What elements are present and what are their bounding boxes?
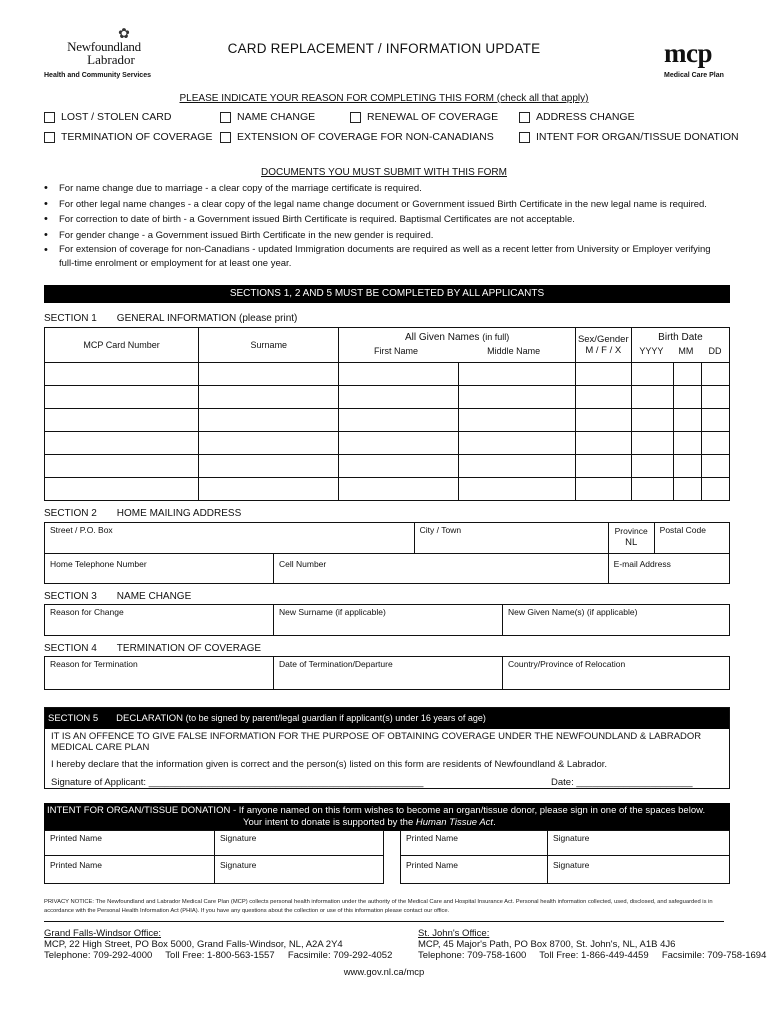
signature-field[interactable]: Signature bbox=[548, 831, 730, 856]
documents-heading: DOCUMENTS YOU MUST SUBMIT WITH THIS FORM bbox=[261, 167, 507, 178]
logo-line1: Newfoundland bbox=[67, 39, 141, 54]
checkbox-box[interactable] bbox=[350, 112, 361, 123]
postal-code-field[interactable]: Postal Code bbox=[654, 523, 729, 554]
checkbox-lost-stolen[interactable] bbox=[44, 111, 171, 123]
list-item: • For extension of coverage for non-Canadians - updated Immigration documents are required as well as a recent letter from University or Employer verifying full-time enrolment or employment for at least one year. bbox=[44, 244, 711, 269]
table-row[interactable] bbox=[45, 455, 730, 478]
dept-name: Health and Community Services bbox=[44, 72, 151, 79]
checkbox-renewal[interactable] bbox=[350, 111, 498, 123]
footer-divider bbox=[44, 921, 724, 922]
checkbox-label: RENEWAL OF COVERAGE bbox=[367, 111, 499, 123]
checkbox-box[interactable] bbox=[44, 132, 55, 143]
privacy-notice: PRIVACY NOTICE: The Newfoundland and Labrador Medical Care Plan (MCP) collects personal health information under the authority of the Medical Care and Hospital Insurance Act. Personal health information collected, used, disclosed, and safeguarded is in accordance with the Personal Health Information Act (PHIA). If you have any questions about the collection or use of this information please contact our office. bbox=[44, 899, 713, 914]
relocation-field[interactable]: Country/Province of Relocation bbox=[503, 657, 730, 690]
logo-line2: Labrador bbox=[87, 52, 135, 67]
checkbox-label: NAME CHANGE bbox=[237, 111, 316, 123]
col-sex: Sex/Gender M / F / X bbox=[575, 328, 631, 363]
mcp-logo: mcp bbox=[664, 38, 712, 68]
section4-heading: SECTION 4 TERMINATION OF COVERAGE bbox=[44, 643, 262, 654]
checkbox-label: TERMINATION OF COVERAGE bbox=[61, 131, 213, 143]
table-row[interactable] bbox=[45, 432, 730, 455]
checkbox-address-change[interactable] bbox=[519, 111, 635, 123]
printed-name-field[interactable]: Printed Name bbox=[45, 831, 215, 856]
signature-field[interactable]: Signature bbox=[215, 856, 384, 884]
email-field[interactable]: E-mail Address bbox=[608, 554, 729, 584]
termination-table bbox=[44, 656, 730, 690]
declaration-bar: SECTION 5 DECLARATION (to be signed by parent/legal guardian if applicant(s) under 16 years of age) bbox=[45, 708, 729, 729]
offence-notice: IT IS AN OFFENCE TO GIVE FALSE INFORMATION FOR THE PURPOSE OF OBTAINING COVERAGE UNDER THE NEWFOUNDLAND & LABRADOR MEDICAL CARE PLAN bbox=[51, 731, 702, 753]
organ-donation-bar: INTENT FOR ORGAN/TISSUE DONATION - If anyone named on this form wishes to become an organ/tissue donor, please sign in one of the spaces below. Your intent to donate is supported by the Human Tissue Act. bbox=[44, 803, 730, 831]
checkbox-box[interactable] bbox=[220, 132, 231, 143]
col-surname: Surname bbox=[199, 328, 339, 363]
reason-change-field[interactable]: Reason for Change bbox=[45, 605, 274, 636]
printed-name-field[interactable]: Printed Name bbox=[401, 831, 548, 856]
mcp-logo-sub: Medical Care Plan bbox=[664, 72, 724, 79]
table-row[interactable] bbox=[45, 363, 730, 386]
st-johns-office: St. John's Office: MCP, 45 Major's Path, PO Box 8700, St. John's, NL, A1B 4J6 Telephone: 709-758-1600 Toll Free: 1-866-449-4459 Facsimile: 709-758-1694 bbox=[418, 928, 767, 961]
checkbox-organ-donation[interactable] bbox=[519, 131, 739, 143]
new-surname-field[interactable]: New Surname (if applicable) bbox=[274, 605, 503, 636]
cell-field[interactable]: Cell Number bbox=[274, 554, 609, 584]
declaration-box bbox=[44, 707, 730, 789]
street-field[interactable]: Street / P.O. Box bbox=[45, 523, 415, 554]
checkbox-name-change[interactable] bbox=[220, 111, 315, 123]
province-field[interactable]: Province NL bbox=[608, 523, 654, 554]
new-given-field[interactable]: New Given Name(s) (if applicable) bbox=[503, 605, 730, 636]
section3-heading: SECTION 3 NAME CHANGE bbox=[44, 591, 192, 602]
name-change-table bbox=[44, 604, 730, 636]
printed-name-field[interactable]: Printed Name bbox=[401, 856, 548, 884]
list-item: • For other legal name changes - a clear copy of the legal name change document or Government issued Birth Certificate in the new legal name is required. bbox=[44, 197, 707, 210]
checkbox-label: INTENT FOR ORGAN/TISSUE DONATION bbox=[536, 131, 739, 143]
list-item: • For correction to date of birth - a Government issued Birth Certificate is required. Baptismal Certificates are not acceptable. bbox=[44, 213, 575, 225]
table-row[interactable] bbox=[45, 478, 730, 501]
list-item: • For gender change - a Government issued Birth Certificate in the new gender is required. bbox=[44, 228, 434, 241]
applicant-signature-line[interactable]: Signature of Applicant: ____________________________________________________ bbox=[51, 777, 424, 788]
signature-field[interactable]: Signature bbox=[548, 856, 730, 884]
organ-donor-left-table bbox=[44, 830, 384, 884]
checkbox-termination[interactable] bbox=[44, 131, 212, 143]
checkbox-label: LOST / STOLEN CARD bbox=[61, 111, 172, 123]
checkbox-label: EXTENSION OF COVERAGE FOR NON-CANADIANS bbox=[237, 131, 494, 143]
pitcher-plant-icon: ✿ bbox=[118, 25, 130, 41]
checkbox-box[interactable] bbox=[220, 112, 231, 123]
mailing-address-table bbox=[44, 522, 730, 584]
home-phone-field[interactable]: Home Telephone Number bbox=[45, 554, 274, 584]
termination-date-field[interactable]: Date of Termination/Departure bbox=[274, 657, 503, 690]
col-given-names: All Given Names (in full) First Name Middle Name bbox=[339, 328, 575, 363]
checkbox-extension[interactable] bbox=[220, 131, 494, 143]
section1-heading: SECTION 1 GENERAL INFORMATION (please print) bbox=[44, 313, 298, 324]
city-field[interactable]: City / Town bbox=[414, 523, 608, 554]
checkbox-box[interactable] bbox=[519, 112, 530, 123]
col-card-number: MCP Card Number bbox=[45, 328, 199, 363]
checkbox-box[interactable] bbox=[44, 112, 55, 123]
checkbox-label: ADDRESS CHANGE bbox=[536, 111, 635, 123]
declaration-text: I hereby declare that the information given is correct and the person(s) listed on this form are residents of Newfoundland & Labrador. bbox=[51, 759, 608, 770]
grand-falls-office: Grand Falls-Windsor Office: MCP, 22 High Street, PO Box 5000, Grand Falls-Windsor, NL, A2A 2Y4 Telephone: 709-292-4000 Toll Free: 1-800-563-1557 Facsimile: 709-292-4052 bbox=[44, 928, 393, 961]
checkbox-box[interactable] bbox=[519, 132, 530, 143]
section2-heading: SECTION 2 HOME MAILING ADDRESS bbox=[44, 508, 242, 519]
page-title: CARD REPLACEMENT / INFORMATION UPDATE bbox=[227, 41, 541, 56]
required-sections-bar: SECTIONS 1, 2 AND 5 MUST BE COMPLETED BY ALL APPLICANTS bbox=[44, 285, 730, 303]
printed-name-field[interactable]: Printed Name bbox=[45, 856, 215, 884]
table-row[interactable] bbox=[45, 386, 730, 409]
reason-termination-field[interactable]: Reason for Termination bbox=[45, 657, 274, 690]
table-row[interactable] bbox=[45, 409, 730, 432]
reasons-heading: PLEASE INDICATE YOUR REASON FOR COMPLETING THIS FORM (check all that apply) bbox=[179, 93, 589, 104]
documents-list bbox=[44, 181, 724, 271]
website-link[interactable]: www.gov.nl.ca/mcp bbox=[343, 967, 425, 978]
date-line[interactable]: Date: ______________________ bbox=[551, 777, 693, 788]
list-item: • For name change due to marriage - a clear copy of the marriage certificate is required. bbox=[44, 182, 422, 194]
col-birth-date: Birth Date YYYY MM DD bbox=[631, 328, 729, 363]
general-info-table bbox=[44, 327, 730, 501]
signature-field[interactable]: Signature bbox=[215, 831, 384, 856]
organ-donor-right-table bbox=[400, 830, 730, 884]
